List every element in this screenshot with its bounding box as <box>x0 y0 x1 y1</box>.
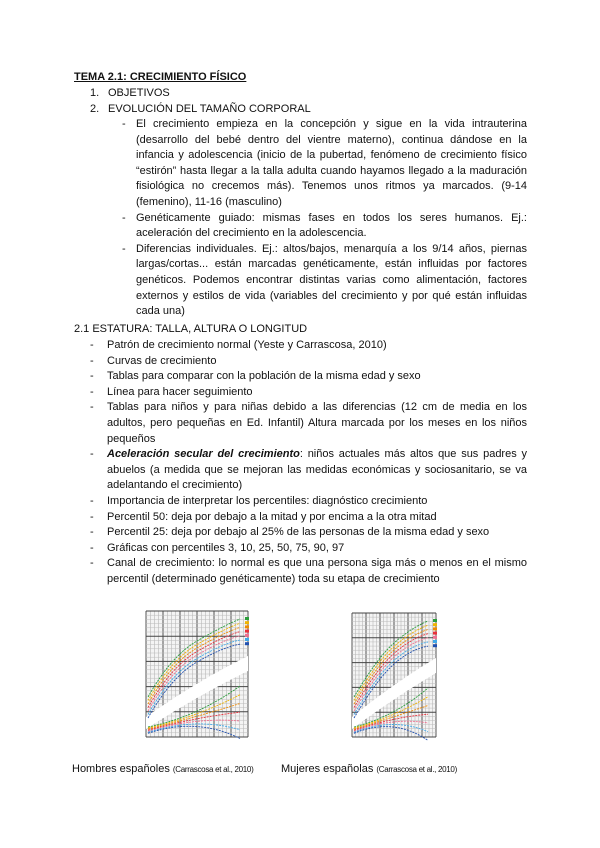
dash-marker: - <box>90 541 94 554</box>
dash-marker: - <box>90 354 94 367</box>
percentile-marker <box>245 638 249 641</box>
bullet-item: - Percentil 25: deja por debajo al 25% de las personas de la misma edad y sexo <box>107 525 527 541</box>
bullet-item: - El crecimiento empieza en la concepción y sigue en la vida intrauterina (desarrollo del bebé dentro del vientre materno), continua dándose en la infancia y adolescencia (inicio de la pubertad, fenómeno de crecimiento físico “estirón” hasta llegar a la talla adulta cuando hayamos llegado a la maduración fisiológica no crecemos más). Tenemos unos ritmos ya marcados. (9-14 (femenino), 11-16 (masculino) <box>122 118 527 208</box>
percentile-marker <box>433 640 437 643</box>
percentile-marker <box>245 634 249 637</box>
percentile-marker <box>433 619 437 622</box>
bullet-item: - Línea para hacer seguimiento <box>107 385 527 401</box>
dash-marker: - <box>90 339 94 351</box>
page-title: TEMA 2.1: CRECIMIENTO FÍSICO <box>74 71 247 83</box>
percentile-marker <box>245 625 249 628</box>
percentile-marker <box>433 623 437 626</box>
bullet-item: - Curvas de crecimiento <box>107 354 527 370</box>
bullet-item: - Diferencias individuales. Ej.: altos/bajos, menarquía a los 9/14 años, piernas largas/cortas... están marcadas genéticamente, están influidas por factores genéticos. Podemos encontrar distintas varias como alimentación, factores externos y estilos de vida (variables del crecimiento y por qué están influidas cada una) <box>122 242 527 318</box>
dash-marker: - <box>90 385 94 398</box>
dash-marker: - <box>90 401 94 414</box>
dash-marker: - <box>90 526 94 539</box>
percentile-marker <box>433 636 437 639</box>
bullet-item: - Gráficas con percentiles 3, 10, 25, 50, 75, 90, 97 <box>107 541 527 557</box>
percentile-marker <box>245 642 249 645</box>
dash-marker: - <box>90 557 94 570</box>
growth-chart-girls <box>346 607 446 745</box>
dash-marker: - <box>90 494 94 507</box>
outline-item: 1. OBJETIVOS <box>90 87 170 99</box>
dash-marker: - <box>90 510 94 523</box>
bullet-item: - Canal de crecimiento: lo normal es que una persona siga más o menos en el mismo percentil (determinado genéticamente) toda su etapa de crecimiento <box>90 557 527 585</box>
outline-list <box>90 86 311 117</box>
dash-marker: - <box>122 211 126 224</box>
percentile-marker <box>245 617 249 620</box>
bullet-item: - Tablas para comparar con la población de la misma edad y sexo <box>107 369 527 385</box>
figure-caption-girls: Mujeres españolas (Carrascosa et al., 2010) <box>281 763 457 775</box>
bullet-item: - Percentil 50: deja por debajo a la mitad y por encima a la otra mitad <box>107 510 527 526</box>
percentile-marker <box>433 627 437 630</box>
bullet-item: - Importancia de interpretar los percentiles: diagnóstico crecimiento <box>107 494 527 510</box>
percentile-marker <box>245 621 249 624</box>
bullet-item: - Genéticamente guiado: mismas fases en todos los seres humanos. Ej.: aceleración del crecimiento en la adolescencia. <box>122 211 527 240</box>
percentile-marker <box>245 630 249 633</box>
growth-chart-boys <box>140 605 258 745</box>
emphasis-term: Aceleración secular del crecimiento <box>107 448 300 461</box>
percentile-marker <box>433 632 437 635</box>
dash-marker: - <box>122 118 126 130</box>
dash-marker: - <box>90 370 94 383</box>
figure-caption-boys: Hombres españoles (Carrascosa et al., 2010) <box>72 763 254 775</box>
dash-marker: - <box>90 448 94 461</box>
bullet-item: - Tablas para niños y para niñas debido a las diferencias (12 cm de media en los adultos, pero pequeñas en Ed. Infantil) Altura marcada por los meses en los niños pequeños <box>90 401 527 445</box>
section2-bullet-list <box>90 338 527 588</box>
section2-heading: 2.1 ESTATURA: TALLA, ALTURA O LONGITUD <box>74 323 308 335</box>
outline-item: 2. EVOLUCIÓN DEL TAMAÑO CORPORAL <box>90 102 311 115</box>
section1-bullet-list <box>122 117 527 320</box>
bullet-item: - Patrón de crecimiento normal (Yeste y Carrascosa, 2010) <box>107 338 527 354</box>
dash-marker: - <box>122 242 126 255</box>
percentile-marker <box>433 644 437 647</box>
bullet-item: - Aceleración secular del crecimiento: niños actuales más altos que sus padres y abuelos (a medida que se mejoran las medidas económicas y sociosanitario, se va adelantando el crecimiento) <box>90 448 527 492</box>
